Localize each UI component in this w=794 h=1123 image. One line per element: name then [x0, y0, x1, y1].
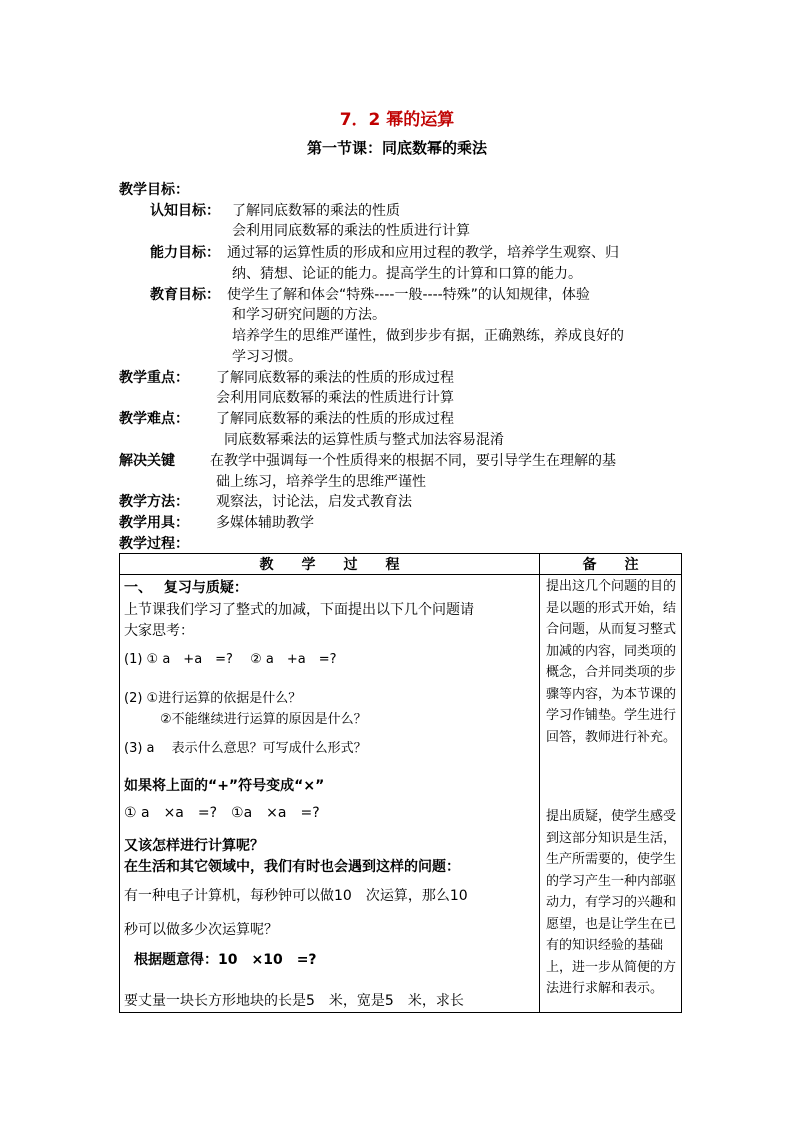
question-1: (1) ① a +a =? ② a +a =?: [124, 652, 337, 667]
question-2-part-2: ②不能继续进行运算的原因是什么？: [160, 712, 367, 727]
note-review: 提出这几个问题的目的是以题的形式开始，结合问题，从而复习整式加减的内容，同类项的概念，合并同类项的步骤等内容，为本节课的学习作铺垫。学生进行回答，教师进行补充。: [546, 579, 677, 745]
education-text-1: 使学生了解和体会“特殊----一般----特殊”的认知规律，体验: [227, 287, 590, 303]
question-3: (3) a 表示什么意思？可写成什么形式？: [124, 741, 367, 756]
education-label: 教育目标：: [150, 287, 220, 303]
process-label: 教学过程：: [119, 536, 189, 552]
difficulties-text-2: 同底数幂乘法的运算性质与整式加法容易混淆: [224, 432, 504, 448]
cognitive-text-1: 了解同底数幂的乘法的性质: [232, 203, 400, 219]
cognitive-label: 认知目标：: [150, 203, 220, 219]
key-points-text-1: 了解同底数幂的乘法的性质的形成过程: [216, 370, 454, 386]
process-content-cell: [120, 575, 540, 1013]
solution-text-1: 在教学中强调每一个性质得来的根据不同，要引导学生在理解的基: [210, 453, 616, 469]
difficulties-text-1: 了解同底数幂的乘法的性质的形成过程: [216, 411, 454, 427]
solution-label: 解决关键: [119, 453, 175, 469]
key-points-label: 教学重点：: [119, 370, 189, 386]
table-header-process: 教 学 过 程: [120, 554, 540, 575]
objectives-heading: 教学目标：: [119, 182, 189, 198]
education-text-3: 培养学生的思维严谨性，做到步步有据，正确熟练，养成良好的: [232, 328, 624, 344]
real-life-text: 在生活和其它领域中，我们有时也会遇到这样的问题：: [124, 859, 460, 875]
education-text-4: 学习习惯。: [232, 349, 302, 365]
table-header-notes: 备 注: [540, 554, 682, 575]
note-question: 提出质疑，使学生感受到这部分知识是生活，生产所需要的，使学生的学习产生一种内部驱动力，有学习的兴趣和愿望，也是让学生在已有的知识经验的基础上，进一步从简便的方法进行求解和表示。: [546, 809, 677, 996]
answer-expression: 根据题意得：10 ×10 =?: [134, 952, 317, 968]
intro-line-1: 上节课我们学习了整式的加减，下面提出以下几个问题请: [124, 602, 474, 618]
how-to-compute-text: 又该怎样进行计算呢？: [124, 838, 264, 854]
section-heading: 一、 复习与质疑：: [124, 580, 248, 596]
key-points-text-2: 会利用同底数幂的乘法的性质进行计算: [216, 390, 454, 406]
cognitive-text-2: 会利用同底数幂的乘法的性质进行计算: [232, 223, 470, 239]
ability-label: 能力目标：: [150, 245, 220, 261]
lesson-subtitle: 第一节课：同底数幂的乘法: [306, 139, 487, 157]
methods-text: 观察法，讨论法，启发式教育法: [216, 494, 412, 510]
notes-cell: [540, 575, 682, 1013]
tools-label: 教学用具：: [119, 515, 189, 531]
intro-line-2: 大家思考：: [124, 623, 194, 639]
process-table: [119, 553, 682, 1013]
solution-text-2: 础上练习，培养学生的思维严谨性: [216, 474, 426, 490]
page-title: 7．2 幂的运算: [339, 110, 455, 130]
methods-label: 教学方法：: [119, 494, 189, 510]
education-text-2: 和学习研究问题的方法。: [232, 307, 386, 323]
computer-problem-line-1: 有一种电子计算机，每秒钟可以做10 次运算，那么10: [124, 888, 468, 904]
multiplication-question: ① a ×a =? ①a ×a =?: [124, 805, 320, 821]
ability-text-2: 纳、猜想、论证的能力。提高学生的计算和口算的能力。: [232, 266, 582, 282]
tools-text: 多媒体辅助教学: [216, 515, 314, 531]
land-problem-line: 要丈量一块长方形地块的长是5 米，宽是5 米，求长: [124, 993, 464, 1009]
difficulties-label: 教学难点：: [119, 411, 189, 427]
operator-change-text: 如果将上面的“+”符号变成“×”: [124, 778, 325, 794]
ability-text-1: 通过幂的运算性质的形成和应用过程的教学，培养学生观察、归: [227, 245, 619, 261]
computer-problem-line-2: 秒可以做多少次运算呢？: [124, 922, 278, 938]
question-2-part-1: (2) ①进行运算的依据是什么？: [124, 691, 302, 706]
